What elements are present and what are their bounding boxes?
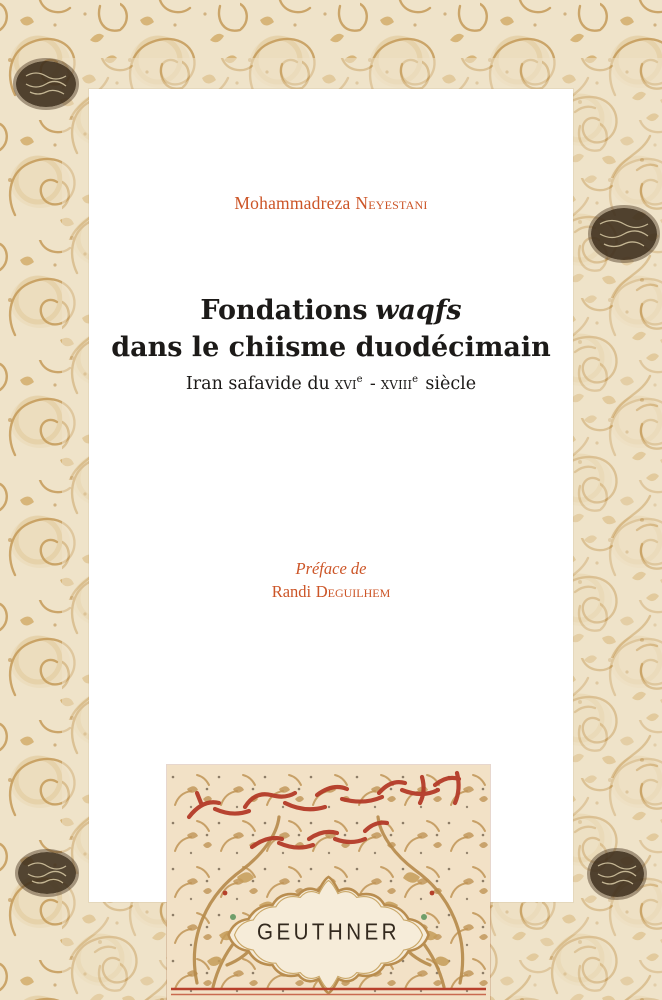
preface-label: Préface de: [295, 559, 367, 578]
illuminated-inset-panel: [167, 765, 490, 1000]
author-first-name: Mohammadreza: [234, 193, 351, 213]
author-name: [89, 193, 573, 214]
subtitle-separator: -: [369, 374, 376, 394]
subtitle-roman-xviii: xviii: [380, 374, 413, 394]
title-line-2: dans le chiisme duodécimain: [111, 332, 551, 363]
subtitle-sup-1: e: [356, 374, 363, 386]
preface-author-last: Deguilhem: [315, 582, 391, 601]
subtitle-roman-xvi: xvi: [334, 374, 357, 394]
book-title: [89, 292, 573, 396]
seal-stamp-bottom-right-icon: [589, 850, 646, 899]
seal-stamp-right-icon: [590, 207, 659, 262]
title-word-waqfs: waqfs: [375, 295, 462, 326]
preface-author-first: Randi: [271, 582, 312, 601]
preface: [89, 557, 573, 603]
subtitle-sup-2: e: [412, 374, 419, 386]
publisher-logo: GEUTHNER: [257, 920, 400, 945]
seal-stamp-top-left-icon: [15, 60, 78, 109]
subtitle-post: siècle: [425, 374, 477, 394]
subtitle-pre: Iran safavide du: [185, 374, 330, 394]
title-word-fondations: Fondations: [200, 295, 368, 326]
inset-panel-art: [167, 765, 490, 1000]
title-line-1: [89, 292, 573, 329]
author-last-name: Neyestani: [355, 193, 428, 213]
subtitle: [89, 372, 573, 396]
seal-stamp-bottom-left-icon: [17, 851, 78, 896]
preface-author: [89, 580, 573, 603]
